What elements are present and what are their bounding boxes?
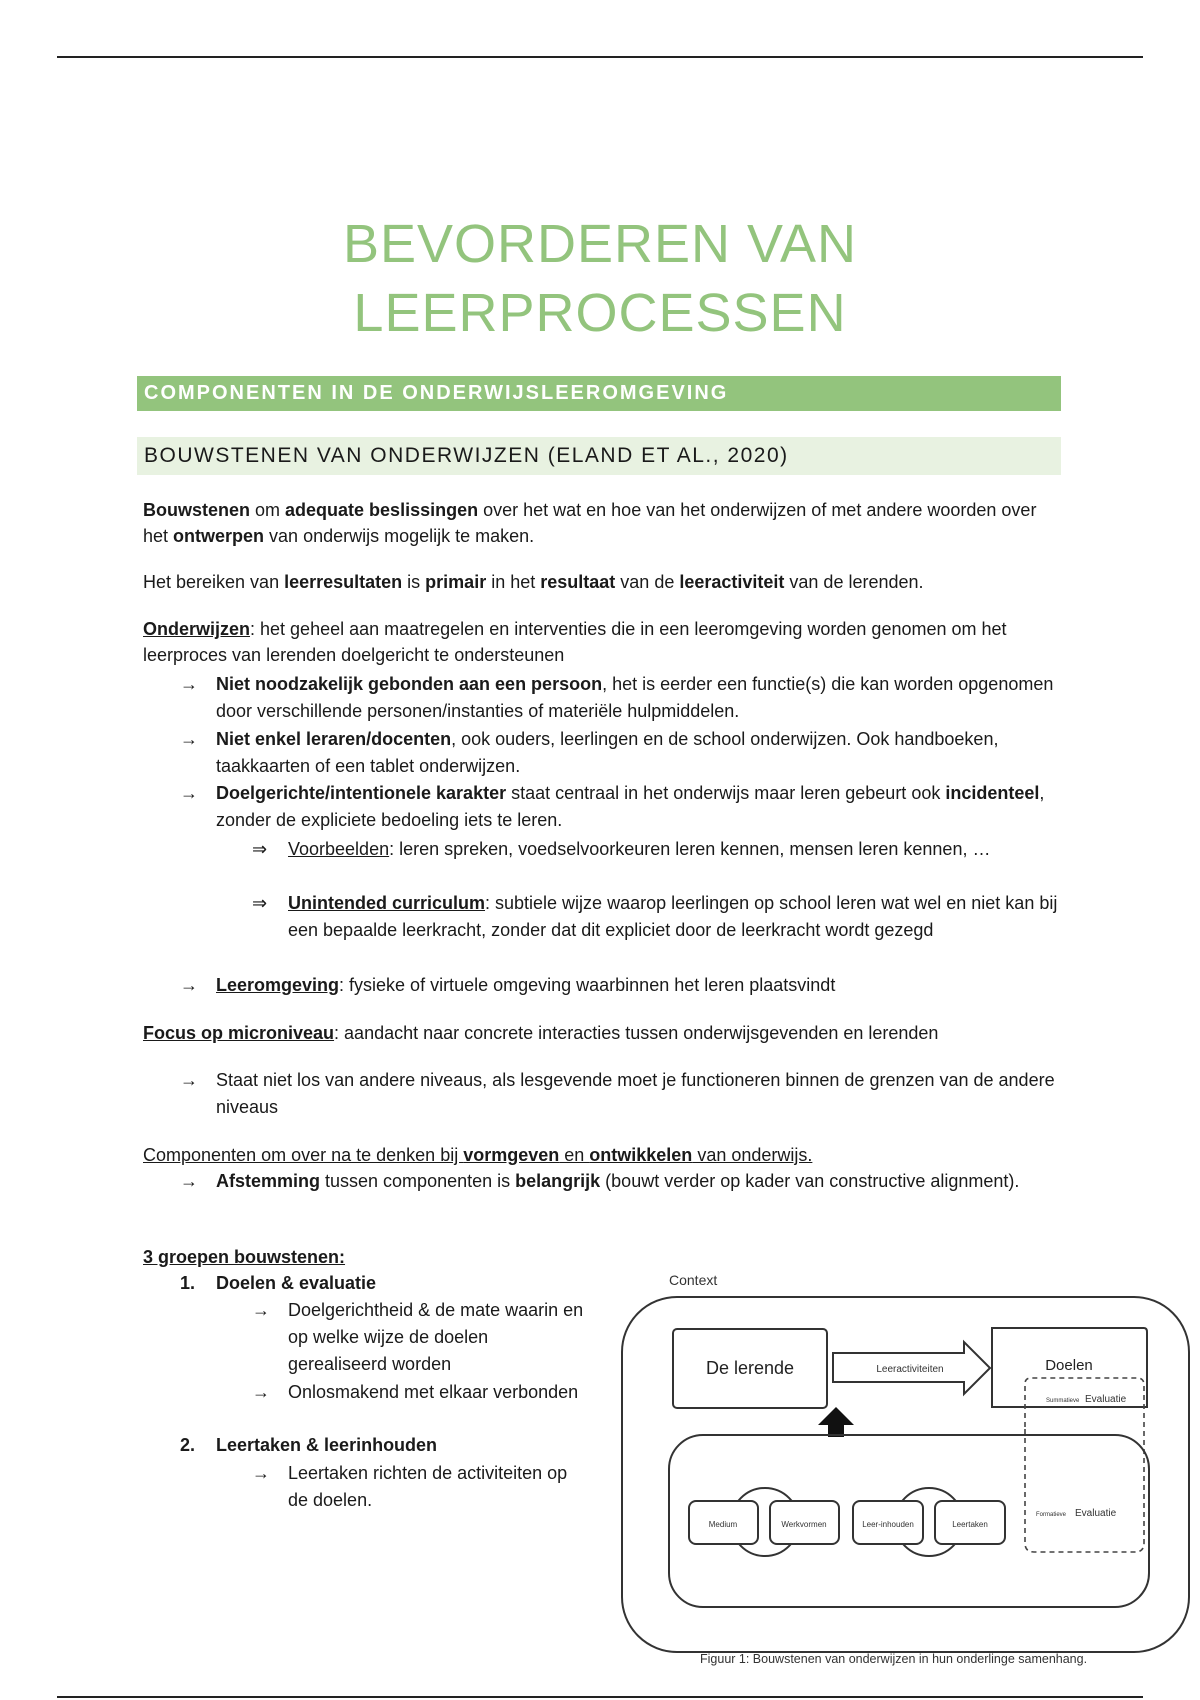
double-arrow-icon: ⇒: [252, 893, 268, 913]
intro-paragraph: Bouwstenen om adequate beslissingen over het wat en hoe van het onderwijzen of met andere woorden over het ontwerpen van onderwijs mogelijk te maken.: [143, 500, 1037, 546]
leeractiviteiten-label: Leeractiviteiten: [876, 1364, 944, 1375]
groepen-heading: 3 groepen bouwstenen:: [143, 1247, 346, 1267]
double-arrow-icon: ⇒: [252, 839, 268, 859]
arrow-icon: →: [180, 975, 198, 995]
numbered-item: 1. Doelen & evaluatie: [180, 1273, 377, 1293]
up-arrow-icon: [818, 1407, 854, 1437]
arrow-icon: →: [180, 674, 198, 694]
lerende-label: De lerende: [705, 1358, 795, 1378]
list-item: → Niet noodzakelijk gebonden aan een persoon, het is eerder een functie(s) die kan worden opgenomen door verschillende personen/instanties of materiële hulpmiddelen.: [180, 671, 1060, 725]
numbered-item: 2. Leertaken & leerinhouden: [180, 1435, 438, 1455]
componenten-paragraph: Componenten om over na te denken bij vormgeven en ontwikkelen van onderwijs.: [143, 1145, 813, 1165]
arrow-icon: →: [180, 783, 198, 803]
summatieve-label: Summatieve: [1046, 1398, 1080, 1404]
arrow-icon: →: [252, 1382, 270, 1402]
title-line-1: BEVORDEREN VAN: [342, 214, 858, 274]
arrow-icon: →: [180, 1171, 198, 1191]
arrow-icon: →: [180, 1070, 198, 1090]
werkvormen-label: Werkvormen: [781, 1520, 827, 1529]
doelen-label: Doelen: [1045, 1357, 1093, 1374]
formatieve-evaluatie-label: Evaluatie: [1075, 1508, 1117, 1519]
summatieve-evaluatie-label: Evaluatie: [1085, 1394, 1127, 1405]
context-label: Context: [669, 1272, 718, 1288]
formatieve-label: Formatieve: [1036, 1512, 1067, 1518]
onderwijzen-definition: Onderwijzen: het geheel aan maatregelen en interventies die in een leeromgeving worden genomen om het leerproces van lerenden doelgericht te ondersteunen: [143, 619, 1007, 665]
list-item: → Staat niet los van andere niveaus, als lesgevende moet je functioneren binnen de grenzen van de andere niveaus: [180, 1067, 1060, 1121]
list-item: ⇒ Unintended curriculum: subtiele wijze waarop leerlingen op school leren wat wel en niet kan bij een bepaalde leerkracht, zonder dat dit expliciet door de leerkracht wordt gezegd: [252, 890, 1062, 944]
top-rule: [57, 56, 1143, 58]
list-item: → Niet enkel leraren/docenten, ook ouders, leerlingen en de school onderwijzen. Ook handboeken, taakkaarten of een tablet onderwijzen.: [180, 726, 1060, 780]
subsection-heading: BOUWSTENEN VAN ONDERWIJZEN (ELAND ET AL., 2020): [137, 437, 1061, 475]
figure-caption: Figuur 1: Bouwstenen van onderwijzen in hun onderlinge samenhang.: [700, 1652, 1088, 1666]
bouwstenen-diagram: [604, 1262, 1200, 1672]
list-item: ⇒ Voorbeelden: leren spreken, voedselvoorkeuren leren kennen, mensen leren kennen, …: [252, 836, 1062, 863]
list-item: → Leeromgeving: fysieke of virtuele omgeving waarbinnen het leren plaatsvindt: [180, 972, 1060, 999]
list-item: → Afstemming tussen componenten is belangrijk (bouwt verder op kader van constructive alignment).: [180, 1168, 1060, 1195]
arrow-icon: →: [252, 1463, 270, 1483]
list-item: → Doelgerichte/intentionele karakter staat centraal in het onderwijs maar leren gebeurt ook incidenteel, zonder de expliciete bedoeling iets te leren.: [180, 780, 1060, 834]
section-heading: COMPONENTEN IN DE ONDERWIJSLEEROMGEVING: [137, 376, 1061, 411]
arrow-icon: →: [252, 1300, 270, 1320]
leertaken-label: Leertaken: [952, 1520, 988, 1529]
results-paragraph: Het bereiken van leerresultaten is primair in het resultaat van de leeractiviteit van de lerenden.: [143, 572, 924, 592]
list-item: → Onlosmakend met elkaar verbonden: [252, 1379, 592, 1406]
leerinhouden-label: Leer-inhouden: [862, 1520, 914, 1529]
list-item: → Leertaken richten de activiteiten op de doelen.: [252, 1460, 592, 1514]
list-item: → Doelgerichtheid & de mate waarin en op welke wijze de doelen gerealiseerd worden: [252, 1297, 592, 1378]
page-title: [0, 210, 1200, 348]
bottom-rule: [57, 1696, 1143, 1698]
title-line-2: LEERPROCESSEN: [353, 283, 847, 343]
arrow-icon: →: [180, 729, 198, 749]
focus-paragraph: Focus op microniveau: aandacht naar concrete interacties tussen onderwijsgevenden en lerenden: [143, 1023, 939, 1043]
medium-label: Medium: [708, 1520, 738, 1529]
